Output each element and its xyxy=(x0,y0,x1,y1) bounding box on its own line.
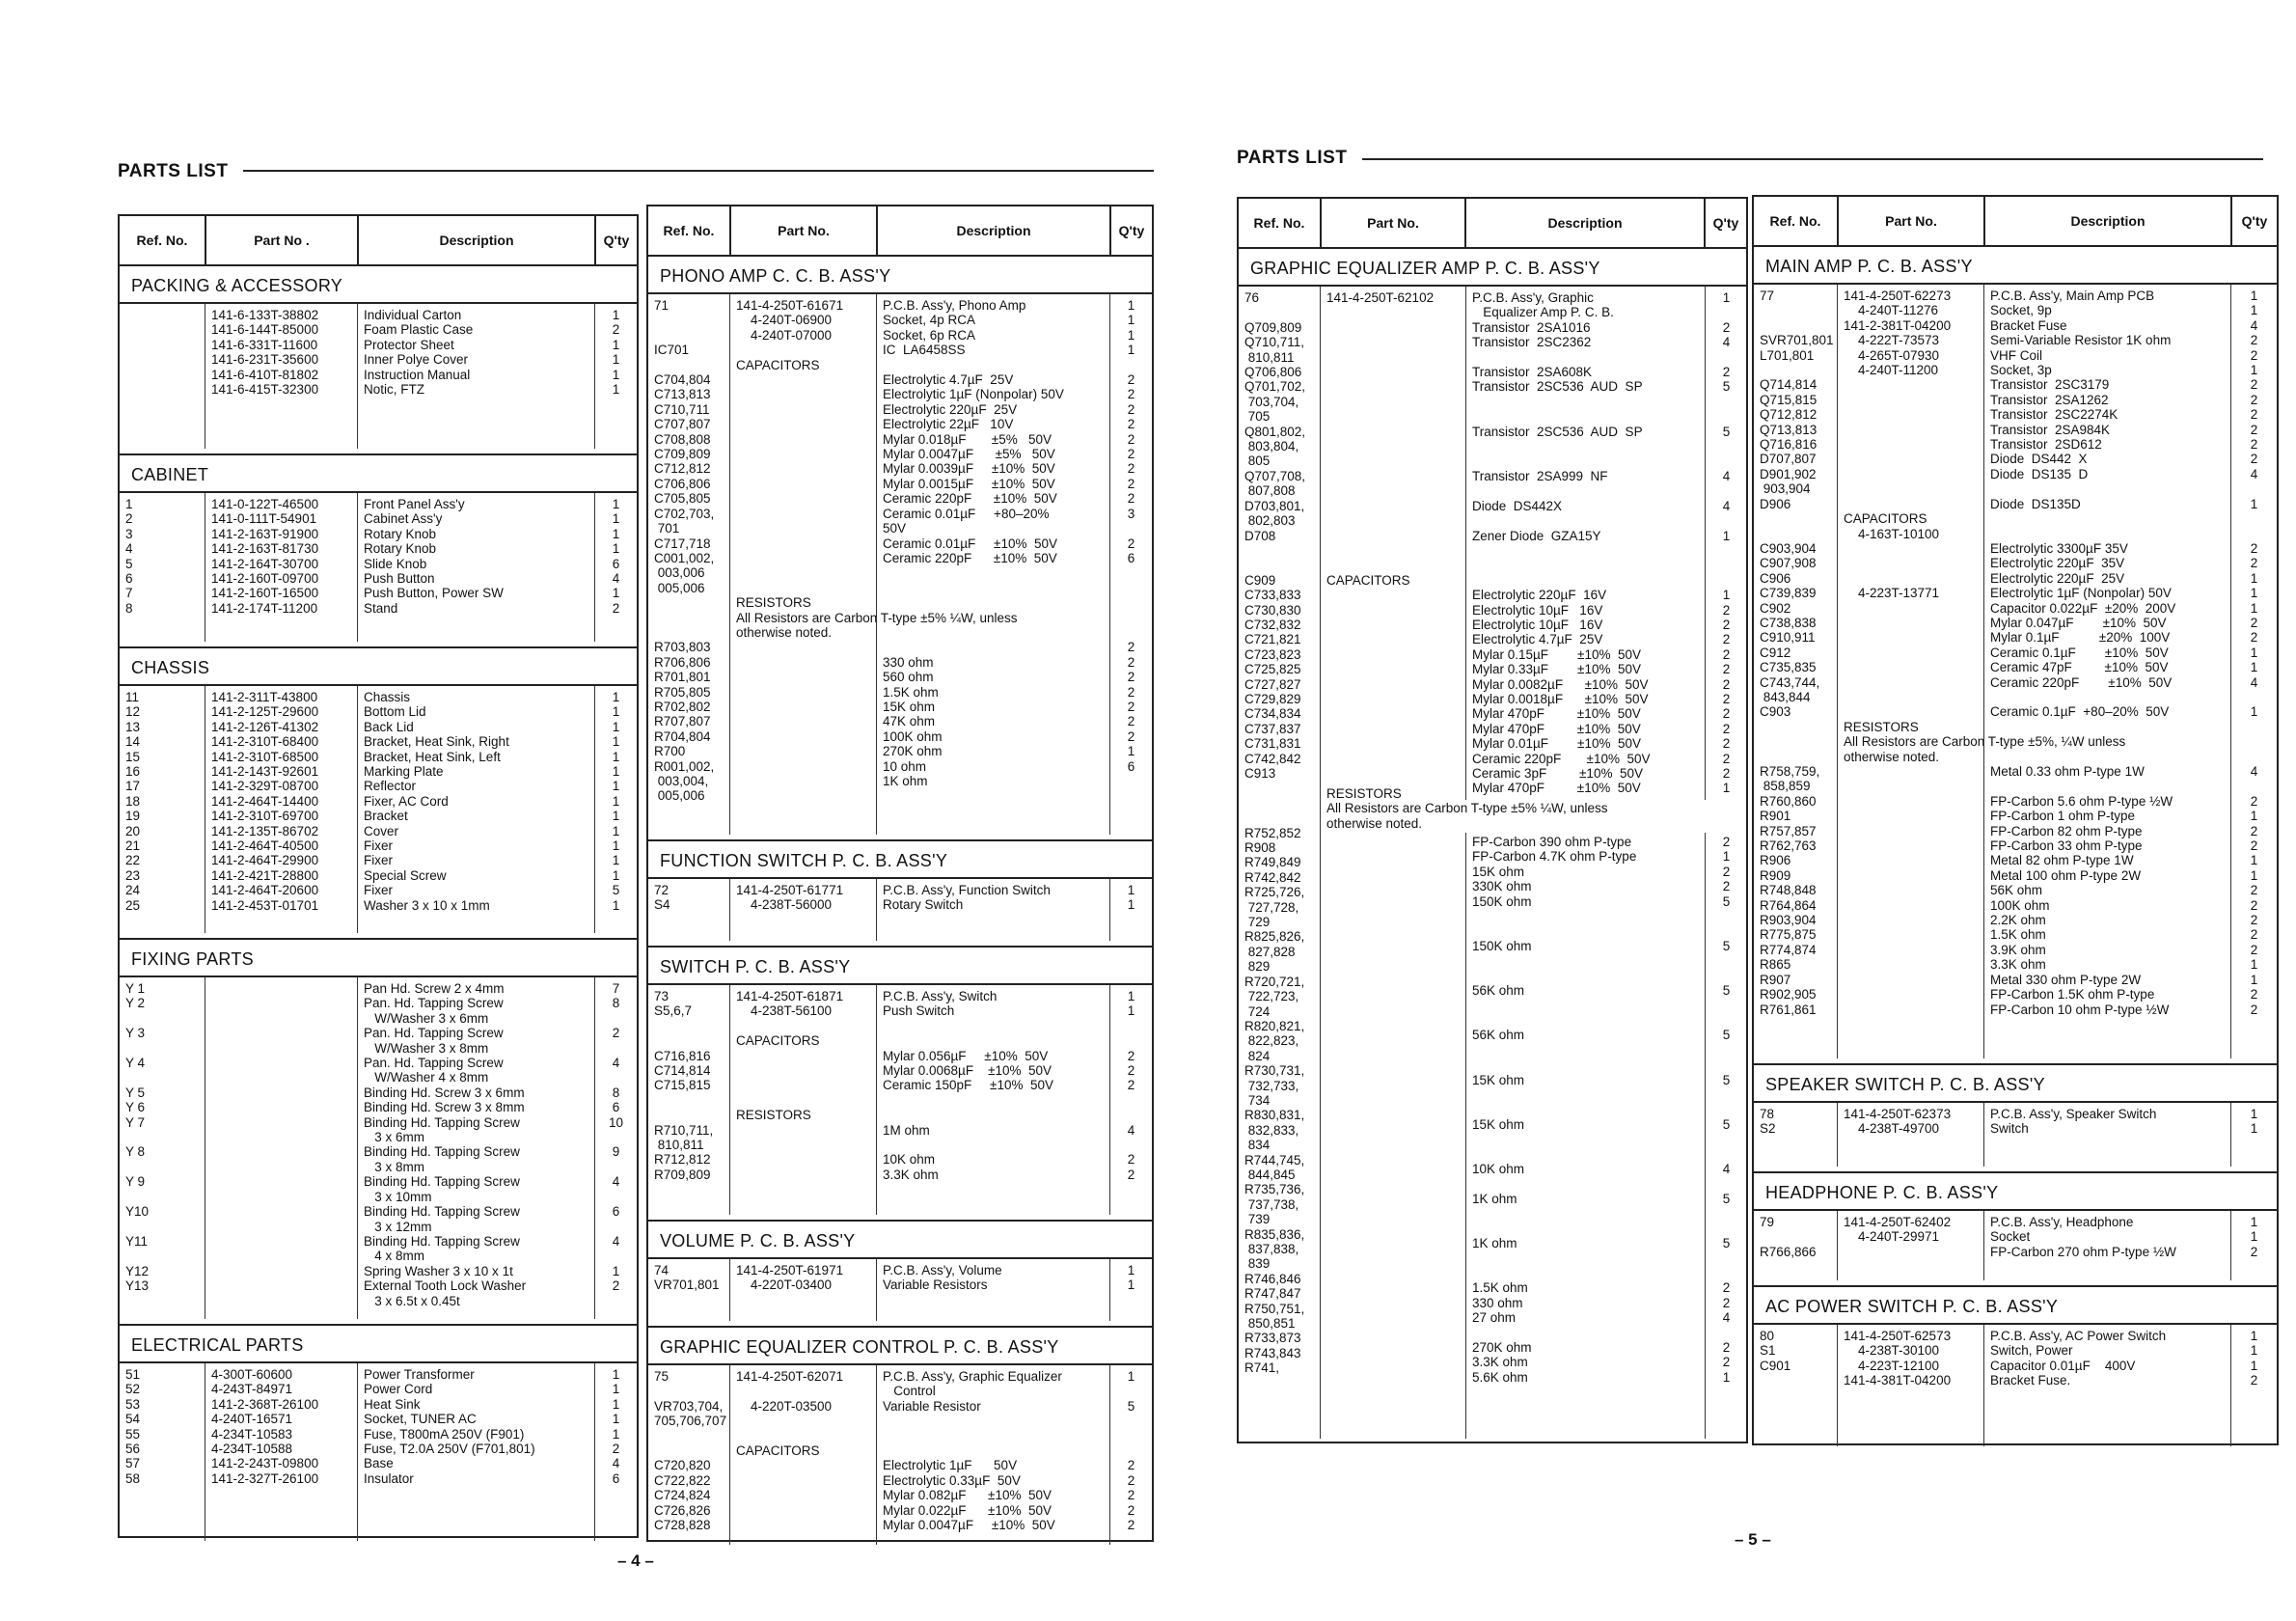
qty-cell: 2 1 2 2 5 5 5 5 5 5 4 5 5 2 2 4 2 2 1 xyxy=(1705,833,1747,1439)
desc-cell: FP-Carbon 390 ohm P-type FP-Carbon 4.7K ohm P-type 15K ohm 330K ohm 150K ohm 150K ohm 56K ohm 56K ohm 15K ohm 15K ohm 10K ohm 1K ohm 1K ohm 1.5K ohm 330 ohm 27 ohm 270K ohm 3.3K ohm 5.6K ohm xyxy=(1465,833,1705,1439)
ref-cell: 76 Q709,809 Q710,711, 810,811 Q706,806 Q701,702, 703,704, 705 Q801,802, 803,804, 805 Q707,708, 807,808 D703,801, 802,803 D708 C909 C733,833 C730,830 C732,832 C721,821 C723,823 C725,825 C727,827 C729,829 C734,834 C737,837 C731,831 C742,842 C913 R752,852 R908 R749,849 R742,842 R725,726, 727,728, 729 R825,826, 827,828 829 R720,721, 722,723, 724 R820,821, 822,823, 824 R730,731, 732,733, 734 R830,831, 832,833, 834 R744,745, 844,845 R735,736, 737,738, 739 R835,836, 837,838, 839 R746,846 R747,847 R750,751, 850,851 R733,873 R743,843 R741, xyxy=(1244,290,1306,1376)
section-title: SWITCH P. C. B. ASS'Y xyxy=(648,948,1152,985)
header-part: Part No. xyxy=(1320,199,1464,247)
qty-cell: 1 1 1 1 6 4 1 2 xyxy=(594,493,637,642)
desc-cell: P.C.B. Ass'y, Graphic Equalizer Amp P. C. B. Transistor 2SA1016 Transistor 2SC2362 Transistor 2SA608K Transistor 2SC536 AUD SP Transistor 2SC536 AUD SP Transistor 2SA999 NF Diode DS442X Zener Diode GZA15Y Electrolytic 220µF 16V Electrolytic 10µF 16V Electrolytic 10µF 16V Electrolytic 4.7µF 25V Mylar 0.15µF ±10% 50V Mylar 0.33µF ±10% 50V Mylar 0.0082µF ±10% 50V Mylar 0.0018µF ±10% 50V Mylar 470pF ±10% 50V Mylar 470pF ±10% 50V Mylar 0.01µF ±10% 50V Ceramic 220pF ±10% 50V Ceramic 3pF ±10% 50V Mylar 470pF ±10% 50V xyxy=(1465,287,1705,800)
ref-cell: 72 S4 xyxy=(654,883,670,913)
desc-cell: P.C.B. Ass'y, Volume Variable Resistors xyxy=(876,1259,1109,1321)
parts-column-2 xyxy=(646,205,1154,1542)
part-cell: 141-4-250T-61971 4-220T-03400 xyxy=(729,1259,876,1321)
section-main-amp xyxy=(1754,247,2277,1065)
ref-cell: 11 12 13 14 15 16 17 18 19 20 21 22 23 24 25 xyxy=(125,690,141,913)
qty-cell: 1 2 4 2 5 5 4 4 1 1 2 2 2 2 2 2 2 2 2 2 2 2 1 xyxy=(1705,287,1747,800)
ref-cell: 75 VR703,704, 705,706,707 C720,820 C722,822 C724,824 C726,826 C728,828 xyxy=(654,1369,727,1533)
section-function-switch xyxy=(648,841,1152,948)
header-part: Part No. xyxy=(1837,197,1983,245)
desc-cell: P.C.B. Ass'y, AC Power Switch Switch, Power Capacitor 0.01µF 400V Bracket Fuse. xyxy=(1983,1325,2230,1446)
header-part: Part No . xyxy=(205,216,357,264)
ref-cell xyxy=(120,304,205,449)
ref-cell: 73 S5,6,7 C716,816 C714,814 C715,815 R710,711, 810,811 R712,812 R709,809 xyxy=(654,989,714,1182)
header-ref: Ref. No. xyxy=(663,223,715,238)
section-switch xyxy=(648,948,1152,1222)
section-title: FIXING PARTS xyxy=(120,940,637,977)
qty-cell: 1 2 1 1 1 1 xyxy=(594,304,637,449)
column-header xyxy=(648,206,1152,257)
section-title: ELECTRICAL PARTS xyxy=(120,1326,637,1363)
desc-cell: P.C.B. Ass'y, Headphone Socket FP-Carbon 270 ohm P-type ½W xyxy=(1983,1211,2230,1280)
column-header xyxy=(1239,199,1746,249)
qty-cell: 7 8 2 4 8 6 10 9 4 6 4 1 2 xyxy=(594,977,637,1319)
part-cell: 141-6-133T-38802 141-6-144T-85000 141-6-331T-11600 141-6-231T-35600 141-6-410T-81802 141-6-415T-32300 xyxy=(205,304,357,449)
parts-column-1 xyxy=(118,214,639,1538)
part-cell: 141-4-250T-62071 4-220T-03500 CAPACITORS xyxy=(729,1365,876,1545)
header-qty: Q'ty xyxy=(2230,197,2277,245)
qty-cell: 1 1 1 1 1 1 1 1 1 1 1 1 1 5 1 xyxy=(594,686,637,933)
header-qty: Q'ty xyxy=(594,216,637,264)
qty-cell: 1 1 4 2 2 1 2 2 2 2 2 2 4 1 2 2 1 1 1 2 2 1 1 4 1 4 2 1 2 2 1 1 2 2 2 2 2 1 1 2 2 xyxy=(2230,285,2277,1058)
section-title: FUNCTION SWITCH P. C. B. ASS'Y xyxy=(648,841,1152,879)
section-title: CABINET xyxy=(120,455,637,493)
desc-cell: P.C.B. Ass'y, Speaker Switch Switch xyxy=(1983,1103,2230,1167)
qty-cell: 1 1 1 2 xyxy=(2230,1325,2277,1446)
column-header xyxy=(1754,197,2277,247)
section-headphone xyxy=(1754,1173,2277,1287)
part-cell: 141-4-250T-62373 4-238T-49700 xyxy=(1837,1103,1983,1167)
title-rule-left xyxy=(243,170,1154,172)
header-desc: Description xyxy=(357,216,594,264)
section-cabinet xyxy=(120,455,637,648)
section-title: HEADPHONE P. C. B. ASS'Y xyxy=(1754,1173,2277,1211)
qty-cell: 1 1 2 xyxy=(2230,1211,2277,1280)
section-speaker-switch xyxy=(1754,1065,2277,1173)
header-ref: Ref. No. xyxy=(1253,215,1305,231)
desc-cell: Power Transformer Power Cord Heat Sink Socket, TUNER AC Fuse, T800mA 250V (F901) Fuse, T2.0A 250V (F701,801) Base Insulator xyxy=(357,1363,594,1541)
part-cell xyxy=(205,977,357,1319)
section-title: MAIN AMP P. C. B. ASS'Y xyxy=(1754,247,2277,285)
resistors-note: RESISTORS All Resistors are Carbon T-type ±5% ¼W, unless otherwise noted. xyxy=(1326,786,1608,831)
ref-cell: 71 IC701 C704,804 C713,813 C710,711 C707,807 C708,808 C709,809 C712,812 C706,806 C705,805 C702,703, 701 C717,718 C001,002, 003,006 005,006 R703,803 R706,806 R701,801 R705,805 R702,802 R707,807 R704,804 R700 R001,002, 003,004, 005,006 xyxy=(654,298,715,804)
desc-cell: Individual Carton Foam Plastic Case Protector Sheet Inner Polye Cover Instruction Manual Notic, FTZ xyxy=(357,304,594,449)
header-qty: Q'ty xyxy=(1704,199,1746,247)
qty-cell: 1 1 xyxy=(2230,1103,2277,1167)
part-cell: 141-4-250T-62273 4-240T-11276 141-2-381T-04200 4-222T-73573 4-265T-07930 4-240T-11200 CAPACITORS 4-163T-10100 4-223T-13771 RESISTORS All Resistors are Carbon T-type ±5%, ¼W unless otherwise noted. xyxy=(1837,285,1983,1058)
ref-cell: 77 SVR701,801 L701,801 Q714,814 Q715,815 Q712,812 Q713,813 Q716,816 D707,807 D901,902 903,904 D906 C903,904 C907,908 C906 C739,839 C902 C738,838 C910,911 C912 C735,835 C743,744, 843,844 C903 R758,759, 858,859 R760,860 R901 R757,857 R762,763 R906 R909 R748,848 R764,864 R903,904 R775,875 R774,874 R865 R907 R902,905 R761,861 xyxy=(1760,288,1834,1017)
desc-cell: P.C.B. Ass'y, Graphic Equalizer Control Variable Resistor Electrolytic 1µF 50V Electrolytic 0.33µF 50V Mylar 0.082µF ±10% 50V Mylar 0.022µF ±10% 50V Mylar 0.0047µF ±10% 50V xyxy=(876,1365,1109,1545)
part-cell: 141-4-250T-61871 4-238T-56100 CAPACITORS RESISTORS xyxy=(729,985,876,1215)
section-graphic-eq-control xyxy=(648,1328,1152,1550)
parts-column-3 xyxy=(1237,197,1748,1443)
desc-cell: Chassis Bottom Lid Back Lid Bracket, Heat Sink, Right Bracket, Heat Sink, Left Marking Plate Reflector Fixer, AC Cord Bracket Cover Fixer Fixer Special Screw Fixer Washer 3 x 10 x 1mm xyxy=(357,686,594,933)
part-cell: 141-4-250T-62402 4-240T-29971 xyxy=(1837,1211,1983,1280)
header-qty: Q'ty xyxy=(1109,206,1152,255)
desc-cell: P.C.B. Ass'y, Switch Push Switch Mylar 0.056µF ±10% 50V Mylar 0.0068µF ±10% 50V Ceramic 150pF ±10% 50V 1M ohm 10K ohm 3.3K ohm xyxy=(876,985,1109,1215)
qty-cell: 1 1 xyxy=(1109,879,1152,941)
ref-cell: 1 2 3 4 5 6 7 8 xyxy=(125,497,133,616)
page-number-left: – 4 – xyxy=(617,1552,654,1570)
header-ref: Ref. No. xyxy=(136,233,188,248)
ref-cell: 78 S2 xyxy=(1760,1107,1776,1137)
desc-cell: Front Panel Ass'y Cabinet Ass'y Rotary Knob Rotary Knob Slide Knob Push Button Push Button, Power SW Stand xyxy=(357,493,594,642)
page-title-left: PARTS LIST xyxy=(118,161,229,181)
title-rule-right xyxy=(1362,158,2263,160)
section-title: PACKING & ACCESSORY xyxy=(120,266,637,304)
section-volume xyxy=(648,1222,1152,1328)
qty-cell: 1 1 1 1 2 2 2 2 2 2 2 2 2 3 2 6 2 2 2 2 2 2 2 1 6 xyxy=(1109,294,1152,835)
part-cell: 141-4-250T-62102 CAPACITORS xyxy=(1326,290,1435,588)
header-desc: Description xyxy=(1464,199,1704,247)
part-cell-empty xyxy=(1321,833,1465,1439)
page-title-right: PARTS LIST xyxy=(1237,148,1348,168)
header-desc: Description xyxy=(1983,197,2230,245)
section-packing xyxy=(120,266,637,455)
section-title: AC POWER SWITCH P. C. B. ASS'Y xyxy=(1754,1287,2277,1325)
section-graphic-eq-amp xyxy=(1239,249,1746,1439)
page-number-right: – 5 – xyxy=(1735,1530,1771,1549)
section-title: SPEAKER SWITCH P. C. B. ASS'Y xyxy=(1754,1065,2277,1103)
ref-cell: 51 52 53 54 55 56 57 58 xyxy=(125,1367,141,1486)
section-fixing-parts xyxy=(120,940,637,1326)
qty-cell: 1 1 xyxy=(1109,1259,1152,1321)
desc-cell: Pan Hd. Screw 2 x 4mm Pan. Hd. Tapping Screw W/Washer 3 x 6mm Pan. Hd. Tapping Screw W/Washer 3 x 8mm Pan. Hd. Tapping Screw W/Washer 4 x 8mm Binding Hd. Screw 3 x 6mm Binding Hd. Screw 3 x 8mm Binding Hd. Tapping Screw 3 x 6mm Binding Hd. Tapping Screw 3 x 8mm Binding Hd. Tapping Screw 3 x 10mm Binding Hd. Tapping Screw 3 x 12mm Binding Hd. Tapping Screw 4 x 8mm Spring Washer 3 x 10 x 1t External Tooth Lock Washer 3 x 6.5t x 0.45t xyxy=(357,977,594,1319)
section-phono-amp xyxy=(648,257,1152,841)
parts-column-4 xyxy=(1752,195,2279,1445)
desc-cell: P.C.B. Ass'y, Phono Amp Socket, 4p RCA Socket, 6p RCA IC LA6458SS Electrolytic 4.7µF 25V Electrolytic 1µF (Nonpolar) 50V Electrolytic 220µF 25V Electrolytic 22µF 10V Mylar 0.018µF ±5% 50V Mylar 0.0047µF ±5% 50V Mylar 0.0039µF ±10% 50V Mylar 0.0015µF ±10% 50V Ceramic 220pF ±10% 50V Ceramic 0.01µF +80–20% 50V Ceramic 0.01µF ±10% 50V Ceramic 220pF ±10% 50V 330 ohm 560 ohm 1.5K ohm 15K ohm 47K ohm 100K ohm 270K ohm 10 ohm 1K ohm xyxy=(876,294,1109,835)
section-title: GRAPHIC EQUALIZER CONTROL P. C. B. ASS'Y xyxy=(648,1328,1152,1365)
section-title: CHASSIS xyxy=(120,648,637,686)
header-desc: Description xyxy=(876,206,1109,255)
part-cell: 4-300T-60600 4-243T-84971 141-2-368T-26100 4-240T-16571 4-234T-10583 4-234T-10588 141-2-243T-09800 141-2-327T-26100 xyxy=(205,1363,357,1541)
desc-cell: P.C.B. Ass'y, Function Switch Rotary Switch xyxy=(876,879,1109,941)
desc-cell: P.C.B. Ass'y, Main Amp PCB Socket, 9p Bracket Fuse Semi-Variable Resistor 1K ohm VHF Coil Socket, 3p Transistor 2SC3179 Transistor 2SA1262 Transistor 2SC2274K Transistor 2SA984K Transistor 2SD612 Diode DS442 X Diode DS135 D Diode DS135D Electrolytic 3300µF 35V Electrolytic 220µF 35V Electrolytic 220µF 25V Electrolytic 1µF (Nonpolar) 50V Capacitor 0.022µF ±20% 200V Mylar 0.047µF ±10% 50V Mylar 0.1µF ±20% 100V Ceramic 0.1µF ±10% 50V Ceramic 47pF ±10% 50V Ceramic 220pF ±10% 50V Ceramic 0.1µF +80–20% 50V Metal 0.33 ohm P-type 1W FP-Carbon 5.6 ohm P-type ½W FP-Carbon 1 ohm P-type FP-Carbon 82 ohm P-type FP-Carbon 33 ohm P-type Metal 82 ohm P-type 1W Metal 100 ohm P-type 2W 56K ohm 100K ohm 2.2K ohm 1.5K ohm 3.9K ohm 3.3K ohm Metal 330 ohm P-type 2W FP-Carbon 1.5K ohm P-type FP-Carbon 10 ohm P-type ½W xyxy=(1983,285,2230,1058)
ref-cell: 74 VR701,801 xyxy=(654,1263,720,1293)
part-cell: 141-4-250T-61671 4-240T-06900 4-240T-07000 CAPACITORS RESISTORS All Resistors are Carbon T-type ±5% ¼W, unless otherwise noted. xyxy=(729,294,876,835)
qty-cell: 1 5 2 2 2 2 2 xyxy=(1109,1365,1152,1545)
section-title: VOLUME P. C. B. ASS'Y xyxy=(648,1222,1152,1259)
section-title: GRAPHIC EQUALIZER AMP P. C. B. ASS'Y xyxy=(1239,249,1746,287)
header-ref: Ref. No. xyxy=(1769,213,1821,229)
qty-cell: 1 1 2 2 2 4 2 2 xyxy=(1109,985,1152,1215)
header-part: Part No. xyxy=(729,206,876,255)
ref-cell: 79 R766,866 xyxy=(1760,1215,1817,1259)
part-cell: 141-2-311T-43800 141-2-125T-29600 141-2-126T-41302 141-2-310T-68400 141-2-310T-68500 141-2-143T-92601 141-2-329T-08700 141-2-464T-14400 141-2-310T-69700 141-2-135T-86702 141-2-464T-40500 141-2-464T-29900 141-2-421T-28800 141-2-464T-20600 141-2-453T-01701 xyxy=(205,686,357,933)
column-header xyxy=(120,216,637,266)
ref-cell: Y 1 Y 2 Y 3 Y 4 Y 5 Y 6 Y 7 Y 8 Y 9 Y10 Y11 Y12 Y13 xyxy=(125,981,150,1294)
qty-cell: 1 1 1 1 1 2 4 6 xyxy=(594,1363,637,1541)
section-chassis xyxy=(120,648,637,940)
part-cell: 141-0-122T-46500 141-0-111T-54901 141-2-163T-91900 141-2-163T-81730 141-2-164T-30700 141-2-160T-09700 141-2-160T-16500 141-2-174T-11200 xyxy=(205,493,357,642)
section-ac-power-switch xyxy=(1754,1287,2277,1451)
section-electrical-parts xyxy=(120,1326,637,1546)
ref-cell: 80 S1 C901 xyxy=(1760,1329,1791,1373)
part-cell: 141-4-250T-62573 4-238T-30100 4-223T-12100 141-4-381T-04200 xyxy=(1837,1325,1983,1446)
section-title: PHONO AMP C. C. B. ASS'Y xyxy=(648,257,1152,294)
part-cell: 141-4-250T-61771 4-238T-56000 xyxy=(729,879,876,941)
